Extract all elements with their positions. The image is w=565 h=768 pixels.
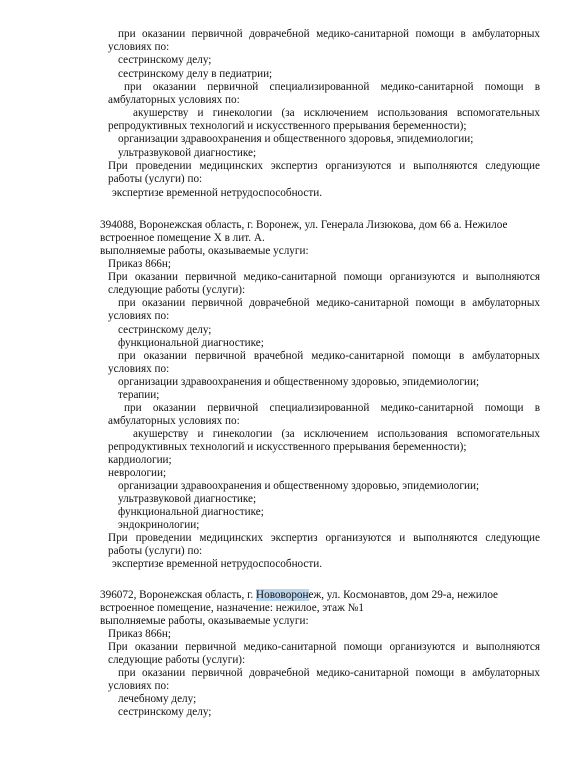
text-line: акушерству и гинекологии (за исключением использования вспомогательных	[133, 428, 540, 440]
text-line: При оказании первичной медико-санитарной помощи организуются и выполняются	[108, 641, 540, 653]
text-line: экспертизе временной нетрудоспособности.	[112, 558, 323, 570]
address-line: встроенное помещение, назначение: нежилое, этаж №1	[100, 602, 364, 614]
text-line: организации здравоохранения и общественного здоровья, эпидемиологии;	[118, 133, 474, 145]
text-line: работы (услуги) по:	[108, 173, 203, 185]
text-line: лечебному делу;	[118, 693, 197, 705]
text-line: функциональной диагностике;	[118, 337, 264, 349]
text-line: При проведении медицинских экспертиз организуются и выполняются следующие	[108, 532, 540, 544]
text-line: При проведении медицинских экспертиз организуются и выполняются следующие	[108, 160, 540, 172]
text-line: условиях по:	[108, 41, 170, 53]
address-line: встроенное помещение X в лит. А.	[100, 232, 265, 244]
text-line: при оказании первичной специализированной медико-санитарной помощи в	[124, 81, 540, 93]
text-segment: еж, ул. Космонавтов, дом 29-а, нежилое	[308, 589, 499, 601]
text-line: кардиологии;	[108, 454, 172, 466]
address-line: 394088, Воронежская область, г. Воронеж, ул. Генерала Лизюкова, дом 66 а. Нежилое	[100, 219, 508, 231]
text-line: выполняемые работы, оказываемые услуги:	[100, 245, 309, 257]
text-line: терапии;	[118, 389, 160, 401]
text-segment: 396072, Воронежская область, г.	[100, 589, 257, 601]
text-line: При оказании первичной медико-санитарной помощи организуются и выполняются	[108, 271, 540, 283]
text-line: выполняемые работы, оказываемые услуги:	[100, 615, 309, 627]
text-line: условиях по:	[108, 680, 170, 692]
text-line: сестринскому делу в педиатрии;	[118, 68, 273, 80]
text-line: условиях по:	[108, 310, 170, 322]
text-line: при оказании первичной доврачебной медико-санитарной помощи в амбулаторных	[118, 28, 540, 40]
text-line: неврологии;	[108, 467, 167, 479]
text-line: при оказании первичной врачебной медико-санитарной помощи в амбулаторных	[118, 350, 540, 362]
text-line: при оказании первичной специализированной медико-санитарной помощи в	[124, 402, 540, 414]
text-line: акушерству и гинекологии (за исключением использования вспомогательных	[133, 107, 540, 119]
text-line: эндокринологии;	[118, 519, 200, 531]
text-line: сестринскому делу;	[118, 54, 212, 66]
text-line: Приказ 866н;	[108, 258, 171, 270]
text-line: при оказании первичной доврачебной медико-санитарной помощи в амбулаторных	[118, 297, 540, 309]
text-line: следующие работы (услуги):	[108, 284, 246, 296]
text-line: функциональной диагностике;	[118, 506, 264, 518]
text-line: репродуктивных технологий и искусственного прерывания беременности);	[108, 441, 467, 453]
search-highlight: Нововорон	[256, 589, 309, 601]
text-line: организации здравоохранения и общественному здоровью, эпидемиологии;	[118, 480, 480, 492]
text-line: ультразвуковой диагностике;	[118, 147, 257, 159]
address-line	[100, 589, 498, 602]
text-line: амбулаторных условиях по:	[108, 94, 240, 106]
text-line: следующие работы (услуги):	[108, 654, 246, 666]
text-line: работы (услуги) по:	[108, 545, 203, 557]
text-line: организации здравоохранения и общественному здоровью, эпидемиологии;	[118, 376, 480, 388]
text-line: при оказании первичной доврачебной медико-санитарной помощи в амбулаторных	[118, 667, 540, 679]
text-line: ультразвуковой диагностике;	[118, 493, 257, 505]
text-line: сестринскому делу;	[118, 324, 212, 336]
text-line: экспертизе временной нетрудоспособности.	[112, 187, 323, 199]
text-line: Приказ 866н;	[108, 628, 171, 640]
text-line: репродуктивных технологий и искусственного прерывания беременности);	[108, 120, 467, 132]
text-line: амбулаторных условиях по:	[108, 415, 240, 427]
text-line: сестринскому делу;	[118, 706, 212, 718]
text-line: условиях по:	[108, 363, 170, 375]
